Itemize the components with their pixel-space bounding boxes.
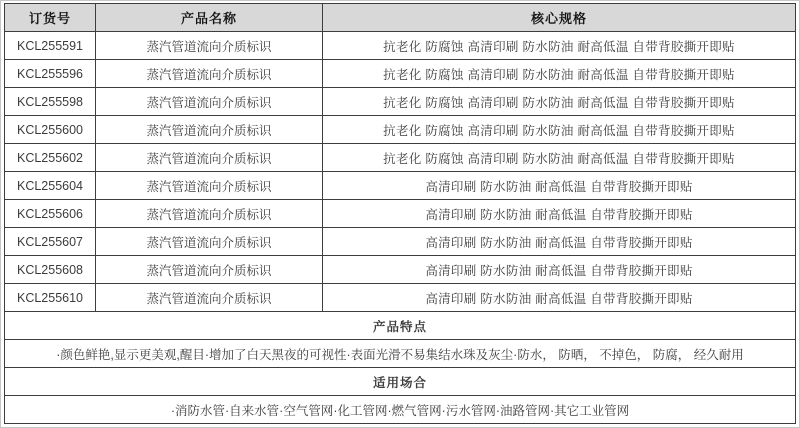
table-row	[5, 172, 796, 200]
table-row	[5, 144, 796, 172]
cell-order-no: KCL255598	[5, 88, 96, 116]
usage-header-row	[5, 368, 796, 396]
cell-order-no: KCL255604	[5, 172, 96, 200]
cell-product-name: 蒸汽管道流向介质标识	[96, 284, 323, 312]
cell-product-name: 蒸汽管道流向介质标识	[96, 88, 323, 116]
table-row	[5, 256, 796, 284]
cell-order-no: KCL255591	[5, 32, 96, 60]
cell-product-name: 蒸汽管道流向介质标识	[96, 144, 323, 172]
table-row	[5, 116, 796, 144]
cell-order-no: KCL255596	[5, 60, 96, 88]
cell-order-no: KCL255606	[5, 200, 96, 228]
features-header-row	[5, 312, 796, 340]
cell-product-name: 蒸汽管道流向介质标识	[96, 256, 323, 284]
table-row	[5, 200, 796, 228]
cell-product-name: 蒸汽管道流向介质标识	[96, 172, 323, 200]
cell-core-spec: 抗老化 防腐蚀 高清印刷 防水防油 耐高低温 自带背胶撕开即贴	[323, 88, 796, 116]
header-order-no: 订货号	[5, 4, 96, 32]
features-text-row	[5, 340, 796, 368]
cell-core-spec: 抗老化 防腐蚀 高清印刷 防水防油 耐高低温 自带背胶撕开即贴	[323, 60, 796, 88]
usage-text-row	[5, 396, 796, 424]
features-text: ·颜色鲜艳,显示更美观,醒目·增加了白天黑夜的可视性·表面光滑不易集结水珠及灰尘·防水， 防晒， 不掉色， 防腐， 经久耐用	[5, 340, 796, 368]
table-row	[5, 88, 796, 116]
header-core-spec: 核心规格	[323, 4, 796, 32]
cell-core-spec: 抗老化 防腐蚀 高清印刷 防水防油 耐高低温 自带背胶撕开即贴	[323, 144, 796, 172]
usage-text: ·消防水管·自来水管·空气管网·化工管网·燃气管网·污水管网·油路管网·其它工业管网	[5, 396, 796, 424]
header-product-name: 产品名称	[96, 4, 323, 32]
cell-product-name: 蒸汽管道流向介质标识	[96, 228, 323, 256]
cell-core-spec: 抗老化 防腐蚀 高清印刷 防水防油 耐高低温 自带背胶撕开即贴	[323, 116, 796, 144]
cell-core-spec: 高清印刷 防水防油 耐高低温 自带背胶撕开即贴	[323, 200, 796, 228]
table-row	[5, 284, 796, 312]
table-row	[5, 228, 796, 256]
cell-core-spec: 高清印刷 防水防油 耐高低温 自带背胶撕开即贴	[323, 256, 796, 284]
cell-core-spec: 高清印刷 防水防油 耐高低温 自带背胶撕开即贴	[323, 228, 796, 256]
cell-product-name: 蒸汽管道流向介质标识	[96, 200, 323, 228]
cell-product-name: 蒸汽管道流向介质标识	[96, 116, 323, 144]
cell-core-spec: 高清印刷 防水防油 耐高低温 自带背胶撕开即贴	[323, 172, 796, 200]
cell-order-no: KCL255610	[5, 284, 96, 312]
cell-order-no: KCL255602	[5, 144, 96, 172]
cell-order-no: KCL255600	[5, 116, 96, 144]
cell-core-spec: 抗老化 防腐蚀 高清印刷 防水防油 耐高低温 自带背胶撕开即贴	[323, 32, 796, 60]
cell-order-no: KCL255608	[5, 256, 96, 284]
table-row	[5, 32, 796, 60]
table-row	[5, 60, 796, 88]
usage-title: 适用场合	[5, 368, 796, 396]
cell-core-spec: 高清印刷 防水防油 耐高低温 自带背胶撕开即贴	[323, 284, 796, 312]
cell-product-name: 蒸汽管道流向介质标识	[96, 60, 323, 88]
features-title: 产品特点	[5, 312, 796, 340]
cell-product-name: 蒸汽管道流向介质标识	[96, 32, 323, 60]
table-header-row	[5, 4, 796, 32]
product-spec-table	[4, 3, 796, 424]
cell-order-no: KCL255607	[5, 228, 96, 256]
